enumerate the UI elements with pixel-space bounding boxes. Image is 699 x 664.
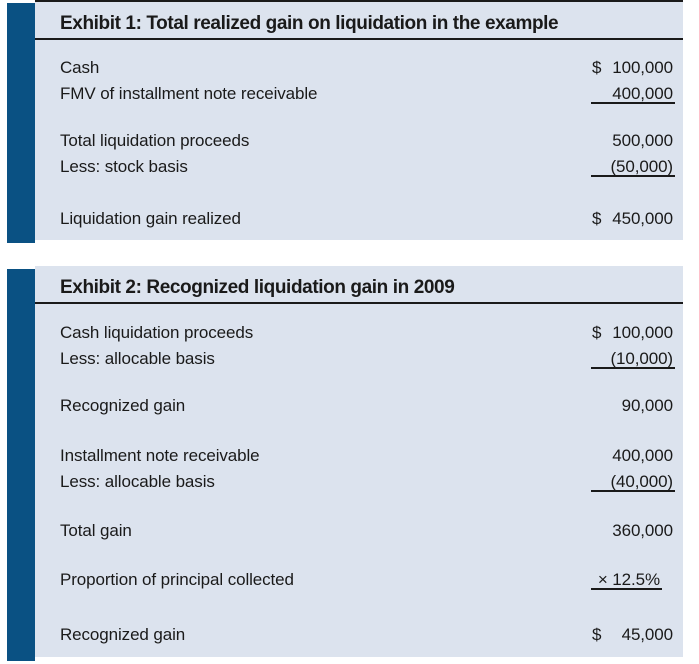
row-label: FMV of installment note receivable <box>60 84 318 103</box>
currency-symbol: $ <box>592 58 602 77</box>
table-row <box>35 522 683 548</box>
table-row <box>35 626 683 652</box>
row-group <box>35 447 683 499</box>
table-row <box>35 571 683 597</box>
row-amount: 45,000 <box>621 625 673 644</box>
row-value <box>591 158 675 177</box>
exhibit-1-panel <box>35 0 683 240</box>
currency-symbol: $ <box>592 209 602 228</box>
row-label: Liquidation gain realized <box>60 209 241 228</box>
row-value <box>591 626 675 643</box>
table-row <box>35 210 683 236</box>
currency-symbol: $ <box>592 625 602 644</box>
currency-symbol: $ <box>592 323 602 342</box>
exhibit-2-panel <box>35 266 683 657</box>
row-group <box>35 324 683 376</box>
row-amount: 360,000 <box>612 521 673 540</box>
row-value <box>591 571 662 590</box>
row-value <box>591 350 675 369</box>
exhibit-1-title: Exhibit 1: Total realized gain on liquidation in the example <box>60 13 559 34</box>
row-label: Cash <box>60 58 100 77</box>
row-group <box>35 522 683 548</box>
row-label: Cash liquidation proceeds <box>60 323 254 342</box>
row-group <box>35 132 683 184</box>
table-row <box>35 473 683 499</box>
row-amount: 90,000 <box>621 396 673 415</box>
row-amount: 500,000 <box>612 131 673 150</box>
row-amount: 100,000 <box>612 323 673 342</box>
row-amount: (50,000) <box>610 157 673 176</box>
row-label: Total gain <box>60 521 132 540</box>
row-label: Proportion of principal collected <box>60 570 294 589</box>
exhibit-1-accent-bar <box>7 3 35 243</box>
row-label: Total liquidation proceeds <box>60 131 250 150</box>
row-value <box>591 59 675 76</box>
row-amount: 400,000 <box>612 84 673 103</box>
table-row <box>35 59 683 85</box>
exhibit-2-title: Exhibit 2: Recognized liquidation gain in 2009 <box>60 277 455 298</box>
row-amount: 100,000 <box>612 58 673 77</box>
exhibit-1-rows <box>35 59 683 236</box>
row-label: Less: allocable basis <box>60 472 215 491</box>
table-row <box>35 85 683 111</box>
row-label: Recognized gain <box>60 396 186 415</box>
row-group <box>35 59 683 111</box>
row-group <box>35 210 683 236</box>
row-label: Less: allocable basis <box>60 349 215 368</box>
row-label: Less: stock basis <box>60 157 188 176</box>
row-value <box>591 473 675 492</box>
row-label: Recognized gain <box>60 625 186 644</box>
exhibit-2-title-box <box>35 266 683 304</box>
row-value <box>591 210 675 227</box>
row-group <box>35 397 683 423</box>
exhibit-1-title-box <box>35 2 683 40</box>
row-value <box>591 522 675 539</box>
row-label: Installment note receivable <box>60 446 260 465</box>
table-row <box>35 397 683 423</box>
row-value <box>591 447 675 464</box>
row-group <box>35 571 683 597</box>
table-row <box>35 324 683 350</box>
row-group <box>35 626 683 652</box>
row-amount: × 12.5% <box>597 570 660 589</box>
row-value <box>591 132 675 149</box>
table-row <box>35 447 683 473</box>
row-value <box>591 85 675 104</box>
table-row <box>35 350 683 376</box>
row-value <box>591 324 675 341</box>
exhibit-2-accent-bar <box>7 269 35 661</box>
row-value <box>591 397 675 414</box>
exhibit-2-rows <box>35 324 683 652</box>
table-row <box>35 158 683 184</box>
table-row <box>35 132 683 158</box>
row-amount: 450,000 <box>612 209 673 228</box>
row-amount: (10,000) <box>610 349 673 368</box>
row-amount: (40,000) <box>610 472 673 491</box>
row-amount: 400,000 <box>612 446 673 465</box>
